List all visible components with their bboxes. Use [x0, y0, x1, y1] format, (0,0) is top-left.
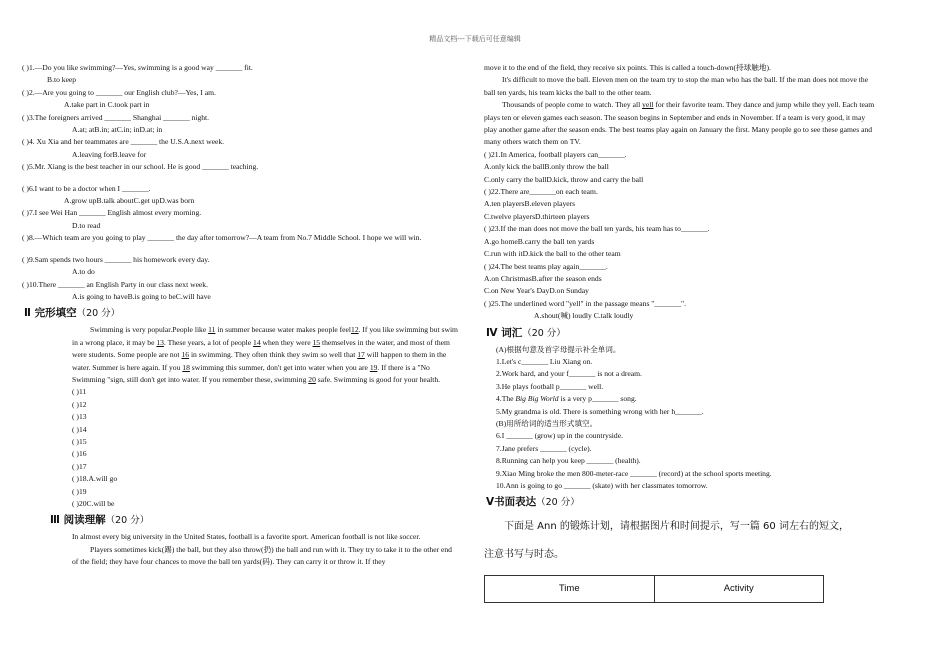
question-6-options: A.grow upB.talk aboutC.get upD.was born — [64, 196, 195, 206]
reading-paragraph-4: Thousands of people come to watch. They all yell for their favorite team. They dance and jump while they yell. Each team plays ten or eleven games each season. The season begins in September and ends in November. If a team is very good, it may play another game after the season ends. The best teams play again on January the first. Many people go to see these games and many others watch them on TV. — [484, 100, 875, 147]
question-2-options: A.take part in C.took part in — [64, 100, 150, 110]
cloze-answer-list — [22, 386, 460, 510]
question-9: ( )9.Sam spends two hours _______ his homework every day. — [22, 254, 210, 264]
question-4-options: A.leaving forB.leave for — [72, 149, 147, 159]
section-5-points: （20 分） — [536, 497, 580, 509]
section-3-title — [22, 510, 460, 531]
writing-instruction-line-2: 注意书写与时态。 — [484, 549, 564, 561]
question-22-options-cd: C.twelve playersD.thirteen players — [484, 211, 590, 221]
section-5-heading: Ⅴ书面表达 — [486, 496, 537, 509]
blank-11: 11 — [208, 325, 216, 335]
section-4-heading: Ⅳ 词汇 — [486, 326, 523, 339]
question-25: ( )25.The underlined word "yell" in the passage means "_______". — [484, 298, 686, 308]
writing-instruction-line-1: 下面是 Ann 的锻炼计划，请根据图片和时间提示，写一篇 60 词左右的短文， — [504, 521, 849, 533]
blank-18: 18 — [182, 362, 190, 372]
question-10: ( )10.There _______ an English Party in our class next week. — [22, 279, 209, 289]
left-column — [22, 62, 460, 569]
blank-14: 14 — [253, 337, 261, 347]
cloze-item: ( )14 — [72, 424, 87, 434]
question-24: ( )24.The best teams play again_______. — [484, 261, 608, 271]
section-5-title — [484, 492, 876, 513]
reading-paragraph-2-cont: move it to the end of the field, they receive six points. This is called a touch-down(持球触地). — [484, 63, 771, 72]
blank-13: 13 — [156, 337, 164, 347]
blank-15: 15 — [312, 337, 321, 347]
question-23-options-cd: C.run with itD.kick the ball to the other team — [484, 249, 621, 259]
blank-12: 12 — [351, 325, 359, 335]
column-header-time: Time — [485, 576, 655, 603]
section-2-points: （20 分） — [76, 308, 121, 320]
vocab-item-7: 7.Jane prefers _______ (cycle). — [496, 443, 592, 453]
cloze-passage: Swimming is very popular.People like 11 in summer because water makes people feel12. If you like swimming but swim in a wrong place, it may be 13. These years, a lot of people 14 when they were 15 themselves in the water, and most of them were students. Some people are not 16 in swimming. They often think they swim so well that 17 will happen to them in the water. Summer is here again. If you 18 swimming this summer, don't get into water when you are 19. If there is a "No Swimming "sign, still don't get into water. If you remember these, swimming 20 safe. Swimming is good for your health. — [72, 325, 458, 384]
question-7-options: D.to read — [72, 220, 101, 230]
section-2-heading: Ⅱ 完形填空 — [24, 307, 77, 320]
question-24-options-ab: A.on ChristmasB.after the season ends — [484, 273, 602, 283]
vocab-part-b-instruction: (B)用所给词的适当形式填空。 — [496, 418, 598, 428]
song-title: Big Big World — [515, 394, 559, 404]
question-21-options-ab: A.only kick the ballB.only throw the ball — [484, 162, 609, 172]
page-header: 精品文档---下载后可任意编辑 — [429, 35, 521, 43]
question-22-options-ab: A.ten playersB.eleven players — [484, 199, 576, 209]
question-24-options-cd: C.on New Year's DayD.on Sunday — [484, 286, 589, 296]
question-6: ( )6.I want to be a doctor when I _______. — [22, 183, 151, 193]
cloze-item: ( )18.A.will go — [72, 474, 118, 484]
vocab-item-6: 6.I _______ (grow) up in the countryside. — [496, 431, 623, 441]
question-7: ( )7.I see Wei Han _______ English almost every morning. — [22, 208, 202, 218]
reading-paragraph-1: In almost every big university in the United States, football is a favorite sport. American football is not like soccer. — [72, 532, 421, 542]
blank-17: 17 — [357, 350, 365, 360]
question-1-options: B.to keep — [47, 75, 77, 85]
question-23: ( )23.If the man does not move the ball ten yards, his team has to_______. — [484, 224, 710, 234]
question-3: ( )3.The foreigners arrived _______ Shanghai _______ night. — [22, 112, 210, 122]
blank-20: 20 — [308, 374, 316, 384]
blank-19: 19 — [369, 362, 378, 372]
vocab-item-3: 3.He plays football p_______ well. — [496, 381, 604, 391]
table-header-row — [485, 576, 824, 603]
question-2: ( )2.—Are you going to _______ our English club?—Yes, I am. — [22, 87, 216, 97]
vocab-part-a-instruction: (A)根据句意及首字母提示补全单词。 — [496, 344, 621, 354]
exercise-plan-table — [484, 575, 824, 603]
section-4-title — [484, 323, 876, 344]
vocab-item-4: 4.The Big Big World is a very p_______ song. — [496, 394, 637, 404]
column-header-activity: Activity — [654, 576, 824, 603]
question-1: ( )1.—Do you like swimming?—Yes, swimming is a good way _______ fit. — [22, 63, 253, 72]
vocab-item-9: 9.Xiao Ming broke the men 800-meter-race _______ (record) at the school sports meeting. — [496, 468, 772, 478]
cloze-item: ( )20C.will be — [72, 499, 115, 508]
cloze-item: ( )13 — [72, 412, 87, 422]
vocab-item-8: 8.Running can help you keep _______ (health). — [496, 456, 641, 466]
cloze-item: ( )12 — [72, 399, 87, 409]
question-5: ( )5.Mr. Xiang is the best teacher in our school. He is good _______ teaching. — [22, 162, 259, 172]
vocab-item-1: 1.Let's c_______ Liu Xiang on. — [496, 356, 593, 366]
question-21: ( )21.In America, football players can_______. — [484, 149, 627, 159]
question-9-options: A.to do — [72, 267, 95, 277]
question-3-options: A.at; atB.in; atC.in; inD.at; in — [72, 125, 163, 135]
question-8: ( )8.—Which team are you going to play _______ the day after tomorrow?—A team from No.7 Middle School. I hope we will win. — [22, 233, 422, 243]
cloze-item: ( )15 — [72, 436, 87, 446]
question-21-options-cd: C.only carry the ballD.kick, throw and carry the ball — [484, 174, 644, 184]
reading-paragraph-3: It's difficult to move the ball. Eleven men on the team try to stop the man who has the ball. If the man does not move the ball ten yards, his team kicks the ball to the other team. — [484, 75, 869, 97]
section-2-title — [22, 303, 460, 324]
vocab-item-2: 2.Work hard, and your f_______ is not a dream. — [496, 369, 642, 379]
reading-paragraph-2: Players sometimes kick(踢) the ball, but they also throw(扔) the ball and run with it. They try to take it to the other end of the field; they have four chances to move the ball ten yards(码). They can carry it or throw it. If they — [72, 544, 452, 567]
cloze-item: ( )19 — [72, 486, 87, 496]
question-22: ( )22.There are_______on each team. — [484, 187, 598, 197]
question-4: ( )4. Xu Xia and her teammates are _______ the U.S.A.next week. — [22, 137, 225, 147]
vocabulary-list — [484, 344, 876, 493]
vocab-item-5: 5.My grandma is old. There is something wrong with her h_______. — [496, 406, 704, 416]
blank-16: 16 — [181, 350, 190, 360]
cloze-item: ( )16 — [72, 449, 87, 459]
section-3-heading: Ⅲ 阅读理解 — [50, 514, 106, 527]
question-10-options: A.is going to haveB.is going to beC.will have — [72, 291, 211, 301]
underlined-word-yell: yell — [642, 100, 654, 110]
cloze-item: ( )17 — [72, 461, 87, 471]
right-column — [484, 62, 876, 603]
question-23-options-ab: A.go homeB.carry the ball ten yards — [484, 236, 595, 246]
reading-passage-start — [22, 531, 460, 568]
section-3-points: （20 分） — [105, 515, 150, 527]
section-4-points: （20 分） — [522, 327, 566, 339]
cloze-item: ( )11 — [72, 387, 87, 397]
vocab-item-10: 10.Ann is going to go _______ (skate) with her classmates tomorrow. — [496, 481, 708, 490]
question-25-options: A.shout(喊) loudly C.talk loudly — [534, 311, 634, 321]
